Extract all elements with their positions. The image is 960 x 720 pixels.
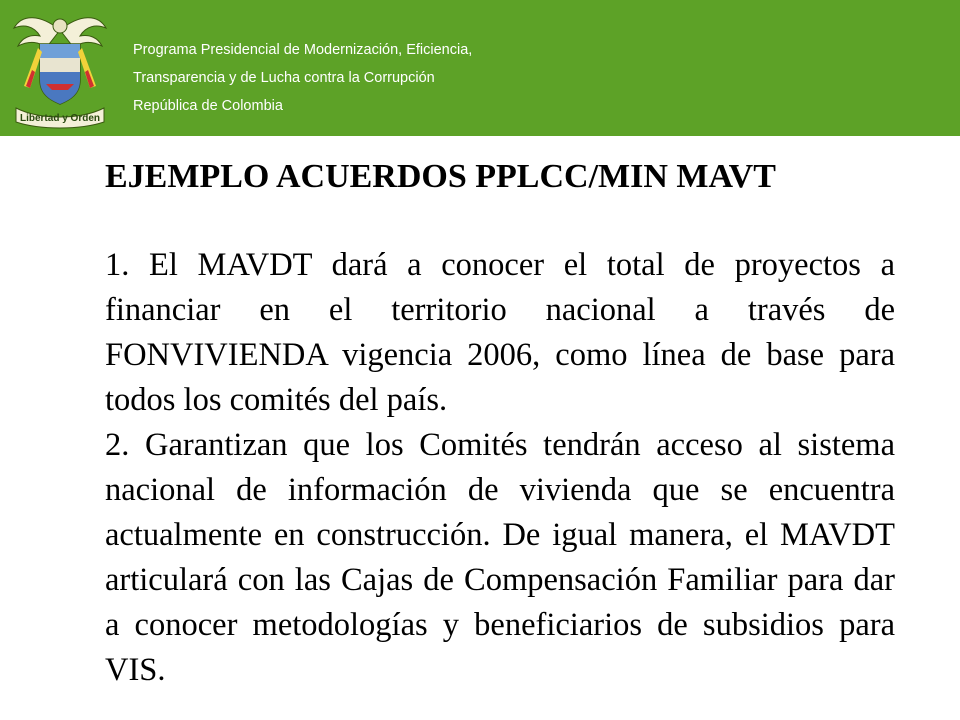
svg-text:Libertad y Orden: Libertad y Orden xyxy=(19,113,101,124)
header-line-3: República de Colombia xyxy=(133,98,283,114)
header-line-2: Transparencia y de Lucha contra la Corrupción xyxy=(133,70,435,86)
coat-of-arms-logo xyxy=(10,8,110,130)
header-line-1: Programa Presidencial de Modernización, Eficiencia, xyxy=(133,42,473,58)
slide-title: EJEMPLO ACUERDOS PPLCC/MIN MAVT xyxy=(105,158,776,195)
slide-body xyxy=(105,243,895,693)
paragraph-1: 1. El MAVDT dará a conocer el total de proyectos a financiar en el territorio nacional a través de FONVIVIENDA vigencia 2006, como línea de base para todos los comités del país. xyxy=(105,247,895,418)
header-bar xyxy=(0,0,960,136)
header-text-block xyxy=(133,36,472,120)
paragraph-2: 2. Garantizan que los Comités tendrán acceso al sistema nacional de información de vivienda que se encuentra actualmente en construcción. De igual manera, el MAVDT articulará con las Cajas de Compensación Familiar para dar a conocer metodologías y beneficiarios de subsidios para VIS. xyxy=(105,427,895,688)
